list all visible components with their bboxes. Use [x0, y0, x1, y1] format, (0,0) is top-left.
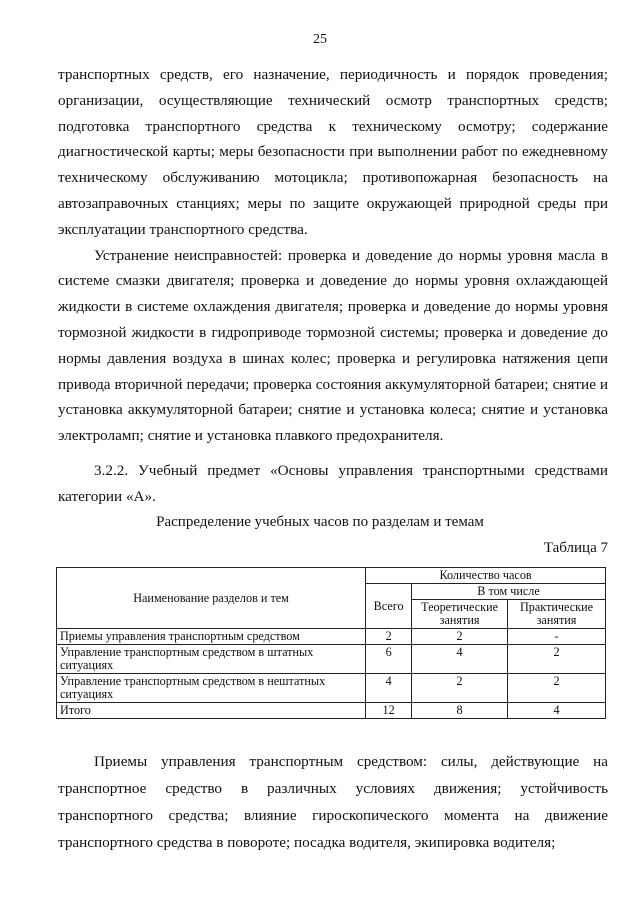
hours-distribution-table [56, 567, 606, 719]
page-number: 25 [313, 32, 327, 47]
row-total: 6 [366, 645, 412, 674]
table-row [57, 645, 606, 674]
table-row [57, 629, 606, 645]
row-theory: 2 [412, 629, 508, 645]
row-name: Приемы управления транспортным средством [57, 629, 366, 645]
paragraph-safety: транспортных средств, его назначение, периодичность и порядок проведения; организации, осуществляющие технический осмотр транспортных средств; подготовка транспортного средства к техническому осмотру; содержание диагностической карты; меры безопасности при выполнении работ по ежедневному техническому обслуживанию мотоцикла; противопожарная безопасность на автозаправочных станциях; меры по защите окружающей природной среды при эксплуатации транспортного средства. [58, 66, 608, 238]
header-theory: Теоретические занятия [412, 600, 508, 629]
paragraph-control-techniques: Приемы управления транспортным средством: силы, действующие на транспортное средство в различных условиях движения; устойчивость транспортного средства; влияние гироскопического момента на движение транспортного средства в повороте; посадка водителя, экипировка водителя; [58, 753, 608, 851]
row-practice: 2 [508, 674, 606, 703]
body-text-bottom [58, 748, 608, 856]
header-including: В том числе [412, 584, 606, 600]
row-total: 2 [366, 629, 412, 645]
table-total-row [57, 703, 606, 719]
header-name-column: Наименование разделов и тем [57, 568, 366, 629]
header-hours-group: Количество часов [366, 568, 606, 584]
paragraph-troubleshooting: Устранение неисправностей: проверка и доведение до нормы уровня масла в системе смазки двигателя; проверка и доведение до нормы уровня охлаждающей жидкости в системе охлаждения двигателя; проверка и доведение до нормы уровня тормозной жидкости в гидроприводе тормозной системы; проверка и доведение до нормы давления воздуха в шинах колес; проверка и регулировка натяжения цепи привода вторичной передачи; проверка состояния аккумуляторной батареи; снятие и установка аккумуляторной батареи; снятие и установка колеса; снятие и установка электроламп; снятие и установка плавкого предохранителя. [58, 246, 608, 445]
table-row [57, 674, 606, 703]
table-header-row [57, 568, 606, 584]
row-theory: 4 [412, 645, 508, 674]
row-practice: 2 [508, 645, 606, 674]
table-label: Таблица 7 [543, 540, 608, 556]
body-text-top [58, 62, 608, 449]
table-title: Распределение учебных часов по разделам и темам [156, 514, 484, 530]
row-theory: 2 [412, 674, 508, 703]
section-block [58, 458, 608, 510]
header-total: Всего [366, 584, 412, 629]
row-name: Итого [57, 703, 366, 719]
row-practice: - [508, 629, 606, 645]
row-total: 12 [366, 703, 412, 719]
row-name: Управление транспортным средством в нештатных ситуациях [57, 674, 366, 703]
row-total: 4 [366, 674, 412, 703]
row-practice: 4 [508, 703, 606, 719]
row-name: Управление транспортным средством в штатных ситуациях [57, 645, 366, 674]
row-theory: 8 [412, 703, 508, 719]
header-practice: Практические занятия [508, 600, 606, 629]
section-heading: 3.2.2. Учебный предмет «Основы управления транспортными средствами категории «А». [58, 462, 608, 505]
